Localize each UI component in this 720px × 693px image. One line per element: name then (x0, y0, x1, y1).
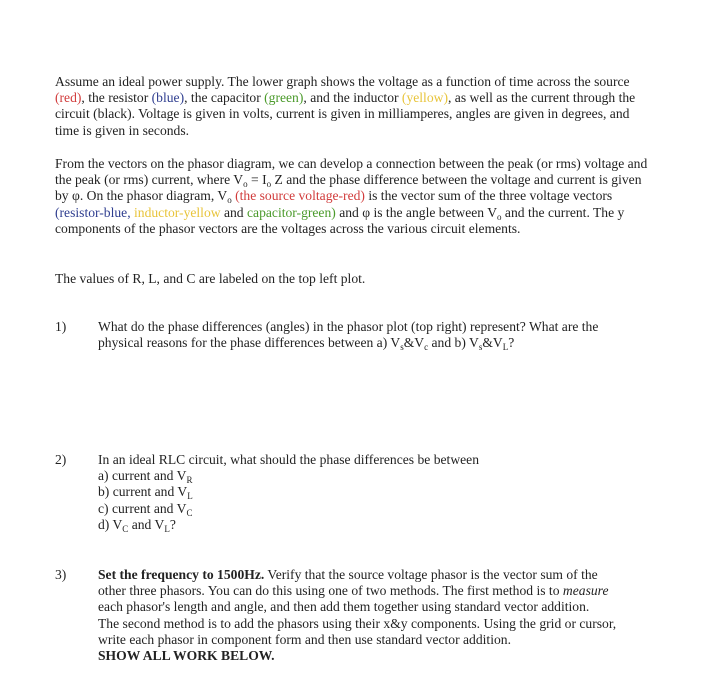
question-2-part-c: c) current and $V_C$ (98, 500, 193, 518)
capacitor-green-label: capacitor-green) (247, 204, 336, 220)
subscript-o: o (497, 211, 502, 222)
question-1-line-1: What do the phase differences (angles) in the phasor plot (top right) represent? What are the (98, 319, 599, 334)
phasor-text-7: and φ is the angle between V (335, 204, 498, 220)
phasor-text-2: = I (247, 172, 267, 188)
question-3-line-4: The second method is to add the phasors using their x&y components. Using the grid or cursor, (98, 615, 617, 631)
phasor-text-6: and (220, 204, 248, 220)
source-voltage-red-label: (the source voltage-red) (231, 188, 365, 204)
question-2-body (98, 452, 658, 533)
question-number: 3) (55, 567, 67, 582)
question-1-line-2: physical reasons for the phase differences between a) $V_s\&V_c$ and b) $V_s\&V_L$? (98, 335, 515, 353)
show-all-work-label: SHOW ALL WORK BELOW. (98, 648, 275, 664)
question-3-line-2: other three phasors. You can do this using one of two methods. The first method is to measure (98, 583, 609, 599)
question-3-body (98, 567, 658, 664)
values-note: The values of R, L, and C are labeled on the top left plot. (55, 271, 366, 286)
frequency-instruction: Set the frequency to 1500Hz. (98, 567, 265, 582)
question-number: 2) (55, 452, 67, 467)
question-3-line-5: write each phasor in component form and then use standard vector addition. (98, 631, 511, 647)
resistor-blue-label: (resistor-blue, (55, 204, 131, 220)
capacitor-green-label: (green) (264, 90, 304, 106)
inductor-yellow-label: (yellow) (401, 90, 448, 106)
question-1-body (98, 319, 658, 351)
subscript-o: o (227, 195, 232, 206)
question-3-line-1: Set the frequency to 1500Hz. Verify that the source voltage phasor is the vector sum of the (98, 567, 598, 582)
intro-text-2: , the resistor (81, 90, 152, 106)
resistor-blue-label: (blue) (151, 90, 185, 106)
question-2-part-a: a) current and $V_R$ (98, 468, 193, 486)
intro-paragraph (55, 74, 655, 139)
intro-text-1: Assume an ideal power supply. The lower graph shows the voltage as a function of time across the source (55, 74, 630, 89)
intro-text-3: , the capacitor (184, 90, 265, 106)
source-red-label: (red) (55, 90, 82, 106)
question-2-line-1: In an ideal RLC circuit, what should the phase differences be between (98, 452, 479, 467)
question-3-line-3: each phasor's length and angle, and then add them together using standard vector addition. (98, 599, 590, 615)
phasor-text-4: is the vector sum of the three voltage vectors (364, 188, 613, 204)
phasor-text-1: From the vectors on the phasor diagram, we can develop a connection between the peak (or rms) voltage and the peak (or rms) current, where V (55, 156, 648, 188)
phasor-paragraph (55, 156, 655, 237)
phasor-text-8: and the current. The y components of the phasor vectors are the voltages across the various circuit elements. (55, 204, 625, 236)
question-2-part-b: b) current and $V_L$ (98, 484, 193, 502)
subscript-o: o (266, 179, 272, 190)
subscript-o: o (243, 179, 248, 190)
question-2-part-d: d) $V_C$ and $V_L$? (98, 516, 176, 534)
phasor-text-3: Z and the phase difference between the voltage and current is given by φ. On the phasor diagram, V (55, 172, 642, 204)
inductor-yellow-label: inductor-yellow (134, 204, 221, 220)
intro-text-5: , as well as the current through the circuit (black). Voltage is given in volts, current is given in milliamperes, angles are given in degrees, and time is given in seconds. (55, 90, 636, 138)
question-number: 1) (55, 319, 67, 334)
intro-text-4: , and the inductor (303, 90, 402, 106)
